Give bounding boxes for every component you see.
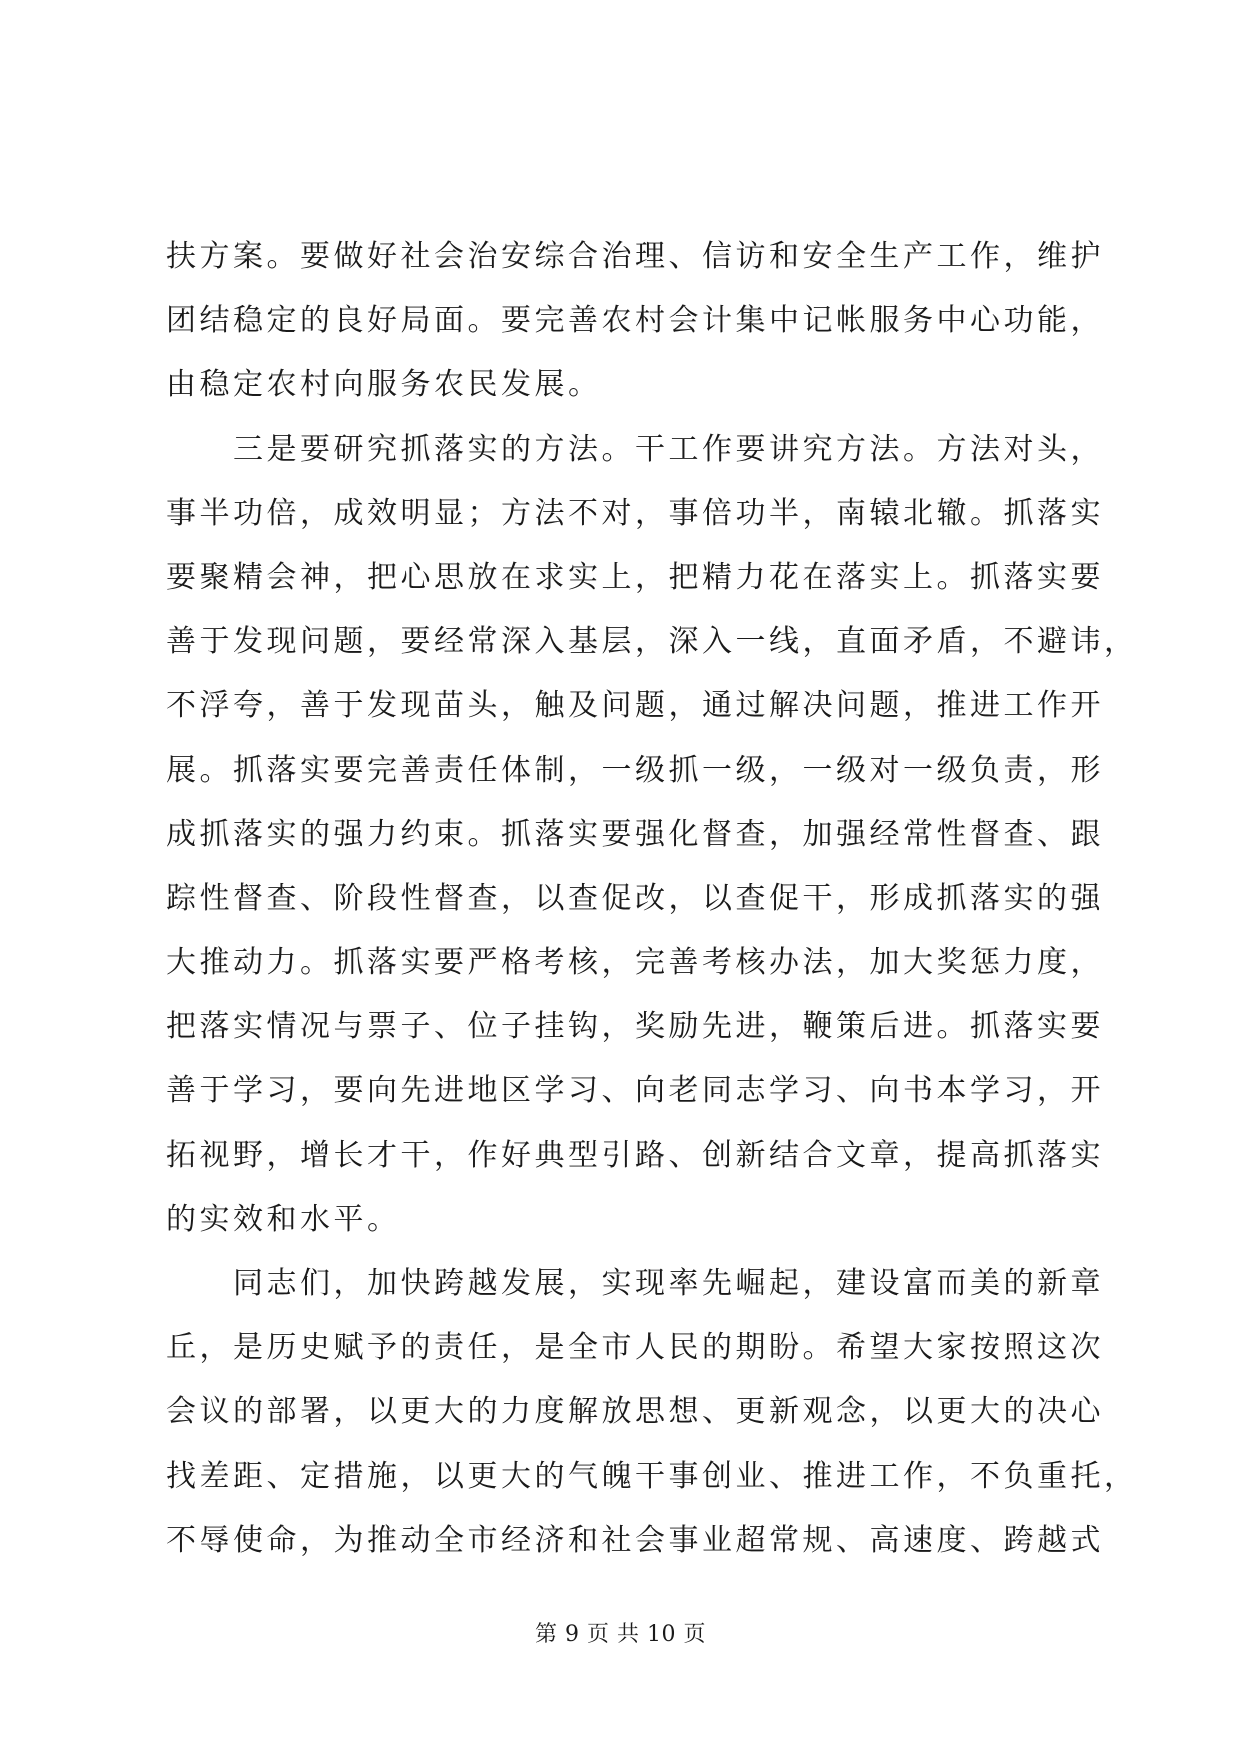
text-line: 会议的部署，以更大的力度解放思想、更新观念，以更大的决心 bbox=[166, 1394, 1104, 1430]
text-line: 丘，是历史赋予的责任，是全市人民的期盼。希望大家按照这次 bbox=[166, 1330, 1104, 1366]
text-line: 踪性督查、阶段性督查，以查促改，以查促干，形成抓落实的强 bbox=[166, 880, 1104, 916]
text-line: 善于学习，要向先进地区学习、向老同志学习、向书本学习，开 bbox=[166, 1073, 1104, 1109]
text-line: 团结稳定的良好局面。要完善农村会计集中记帐服务中心功能， bbox=[166, 303, 1104, 339]
text-line: 由稳定农村向服务农民发展。 bbox=[166, 367, 602, 403]
text-line: 要聚精会神，把心思放在求实上，把精力花在落实上。抓落实要 bbox=[166, 559, 1104, 595]
text-line: 三是要研究抓落实的方法。干工作要讲究方法。方法对头， bbox=[166, 431, 1104, 467]
text-line: 展。抓落实要完善责任体制，一级抓一级，一级对一级负责，形 bbox=[166, 752, 1104, 788]
text-line: 把落实情况与票子、位子挂钩，奖励先进，鞭策后进。抓落实要 bbox=[166, 1009, 1104, 1045]
body-text bbox=[166, 225, 1138, 1573]
text-line: 同志们，加快跨越发展，实现率先崛起，建设富而美的新章 bbox=[166, 1266, 1104, 1301]
text-line: 成抓落实的强力约束。抓落实要强化督查，加强经常性督查、跟 bbox=[166, 816, 1104, 852]
text-line: 的实效和水平。 bbox=[166, 1201, 401, 1237]
text-line: 拓视野，增长才干，作好典型引路、创新结合文章，提高抓落实 bbox=[166, 1137, 1104, 1173]
text-line: 扶方案。要做好社会治安综合治理、信访和安全生产工作，维护 bbox=[166, 239, 1104, 274]
text-line: 找差距、定措施，以更大的气魄干事创业、推进工作，不负重托， bbox=[166, 1458, 1138, 1494]
text-line: 不辱使命，为推动全市经济和社会事业超常规、高速度、跨越式 bbox=[166, 1522, 1104, 1558]
text-line: 事半功倍，成效明显；方法不对，事倍功半，南辕北辙。抓落实 bbox=[166, 495, 1104, 531]
text-line: 大推动力。抓落实要严格考核，完善考核办法，加大奖惩力度， bbox=[166, 945, 1104, 981]
page-number-label: 第 9 页 共 10 页 bbox=[535, 1622, 706, 1647]
page-footer bbox=[0, 1617, 1241, 1648]
text-line: 不浮夸，善于发现苗头，触及问题，通过解决问题，推进工作开 bbox=[166, 688, 1104, 724]
text-line: 善于发现问题，要经常深入基层，深入一线，直面矛盾，不避讳， bbox=[166, 624, 1138, 660]
